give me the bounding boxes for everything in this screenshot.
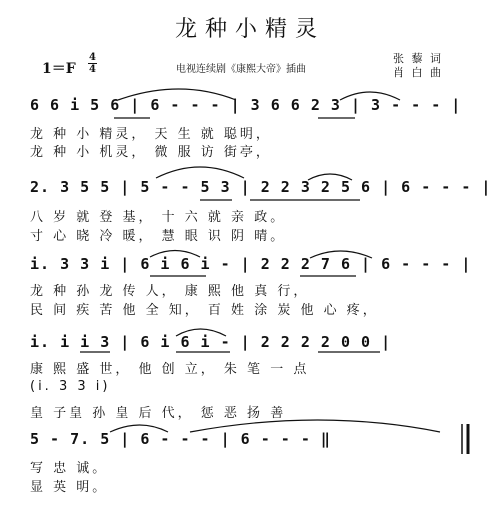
composer-credit: 肖 白 曲 [393, 66, 443, 79]
system-4-lyric-verse-1: 康 熙 盛 世， 他 创 立， 朱 笔 一 点 [30, 362, 310, 377]
meter-top: 4 [89, 52, 96, 63]
system-2-lyric-verse-2: 寸 心 晓 冷 暖， 慧 眼 识 阴 晴。 [30, 229, 287, 244]
slur-arc [156, 167, 244, 178]
system-2-lyric-verse-1: 八 岁 就 登 基， 十 六 就 亲 政。 [30, 210, 287, 225]
song-source: 电视连续剧《康熙大帝》插曲 [176, 64, 306, 75]
key-signature: 1＝F [42, 61, 76, 77]
system-1-lyric-verse-1: 龙 种 小 精灵， 天 生 就 聪明， [30, 127, 272, 142]
system-5-notes: 5 - 7. 5 | 6 - - - | 6 - - - ‖ [30, 430, 331, 448]
system-3-lyric-verse-2: 民 间 疾 苦 他 全 知， 百 姓 涂 炭 他 心 疼， [30, 303, 379, 318]
meter-bottom: 4 [89, 64, 96, 75]
system-5-lyric-verse-2: 显 英 明。 [30, 480, 109, 495]
system-1-notes: 6 6 i 5 6 | 6 - - - | 3 6 6 2 3 | 3 - - - | [30, 96, 462, 114]
system-4-notes: i. i i 3 | 6 i 6 i - | 2 2 2 2 0 0 | [30, 333, 392, 351]
song-title: 龙种小精灵 [174, 17, 325, 42]
system-3-lyric-verse-1: 龙 种 孙 龙 传 人， 康 熙 他 真 行， [30, 284, 310, 299]
system-5-lyric-verse-1: 写 忠 诚。 [30, 461, 109, 476]
system-4-lyric-verse-2: 皇 子皇 孙 皇 后 代， 惩 恶 扬 善 [30, 406, 287, 421]
lyricist-credit: 张 藜 词 [393, 52, 443, 65]
system-3-notes: i. 3 3 i | 6 i 6 i - | 2 2 2 7 6 | 6 - - - | [30, 255, 472, 273]
time-signature [88, 52, 97, 75]
system-2-notes: 2. 3 5 5 | 5 - - 5 3 | 2 2 3 2 5 6 | 6 - - - | [30, 178, 492, 196]
system-4-alt-notes: (i. 3 3 i) [30, 379, 111, 394]
system-1-lyric-verse-2: 龙 种 小 机灵， 微 服 访 街亭， [30, 145, 272, 160]
